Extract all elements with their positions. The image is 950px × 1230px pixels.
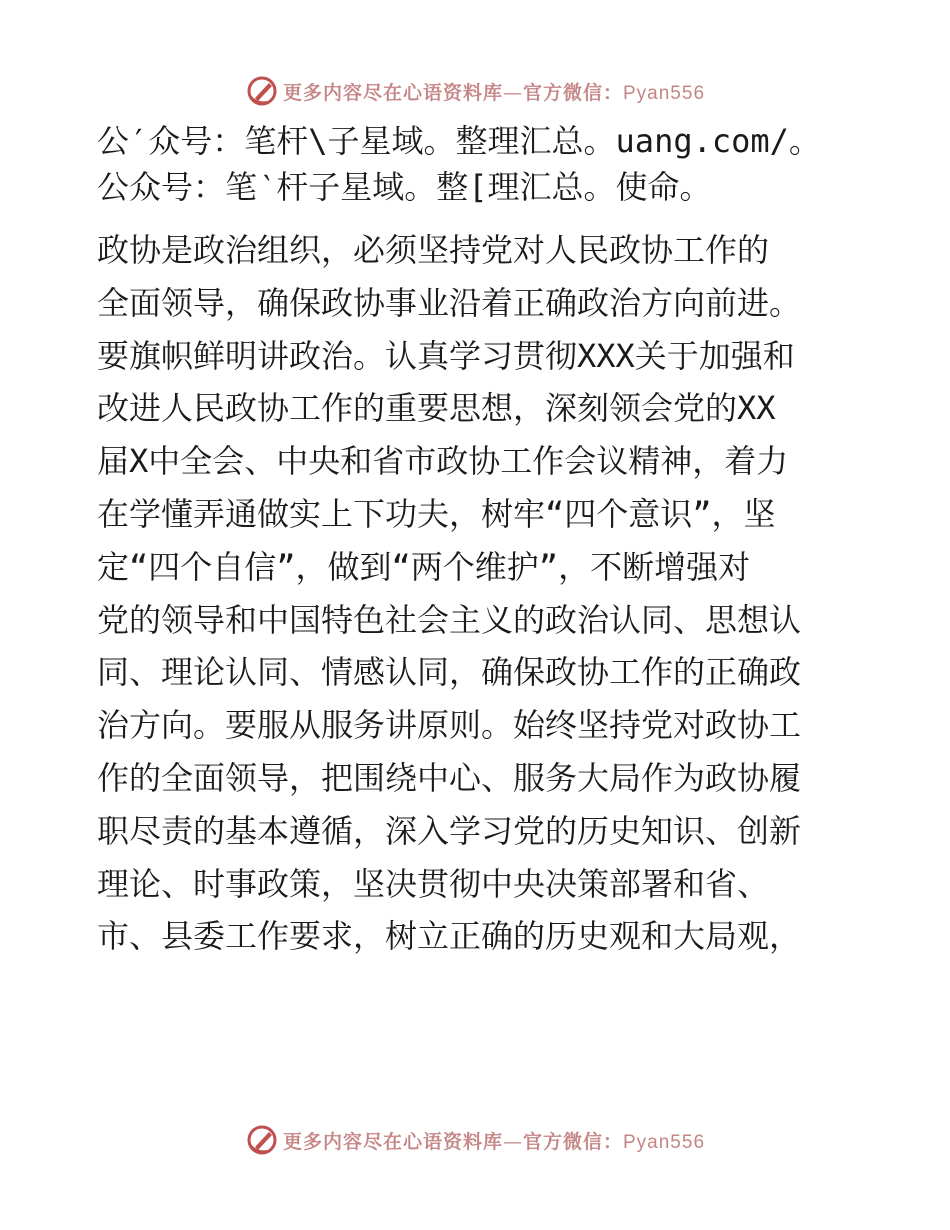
text-line: 全面领导，确保政协事业沿着正确政治方向前进。 [97, 283, 802, 322]
pen-logo-icon [245, 1123, 279, 1157]
text-line: 要旗帜鲜明讲政治。认真学习贯彻XXX关于加强和 [97, 336, 795, 375]
text-line: 党的领导和中国特色社会主义的政治认同、思想认 [97, 600, 802, 639]
text-line: 政协是政治组织，必须坚持党对人民政协工作的 [97, 231, 770, 269]
pen-logo-icon [245, 74, 279, 108]
text-line: 职尽责的基本遵循，深入学习党的历史知识、创新 [97, 811, 802, 850]
header-line: 公′众号：笔杆\子星域。整理汇总。uang.com/。 [97, 122, 821, 160]
text-line: 治方向。要服从服务讲原则。始终坚持党对政协工 [97, 706, 802, 745]
text-line: 定“四个自信”，做到“两个维护”，不断增强对 [97, 547, 751, 586]
header-line: 公众号：笔‵杆子星域。整[理汇总。使命。 [97, 168, 712, 206]
text-line: 市、县委工作要求，树立正确的历史观和大局观， [97, 917, 802, 956]
header-watermark [0, 71, 950, 111]
text-line: 同、理论认同、情感认同，确保政协工作的正确政 [97, 653, 802, 692]
body-paragraph [97, 224, 857, 963]
document-content [97, 118, 857, 963]
text-line: 届X中全会、中央和省市政协工作会议精神，着力 [97, 442, 789, 481]
text-line: 作的全面领导，把围绕中心、服务大局作为政协履 [97, 758, 802, 797]
watermark-text: 更多内容尽在心语资料库—官方微信：Pyan556 [282, 1130, 706, 1153]
text-line: 改进人民政协工作的重要思想，深刻领会党的XX [97, 389, 776, 428]
watermark-text: 更多内容尽在心语资料库—官方微信：Pyan556 [282, 81, 706, 104]
footer-watermark [0, 1120, 950, 1160]
text-line: 理论、时事政策，坚决贯彻中央决策部署和省、 [97, 864, 770, 903]
text-line: 在学懂弄通做实上下功夫，树牢“四个意识”，坚 [97, 494, 776, 533]
